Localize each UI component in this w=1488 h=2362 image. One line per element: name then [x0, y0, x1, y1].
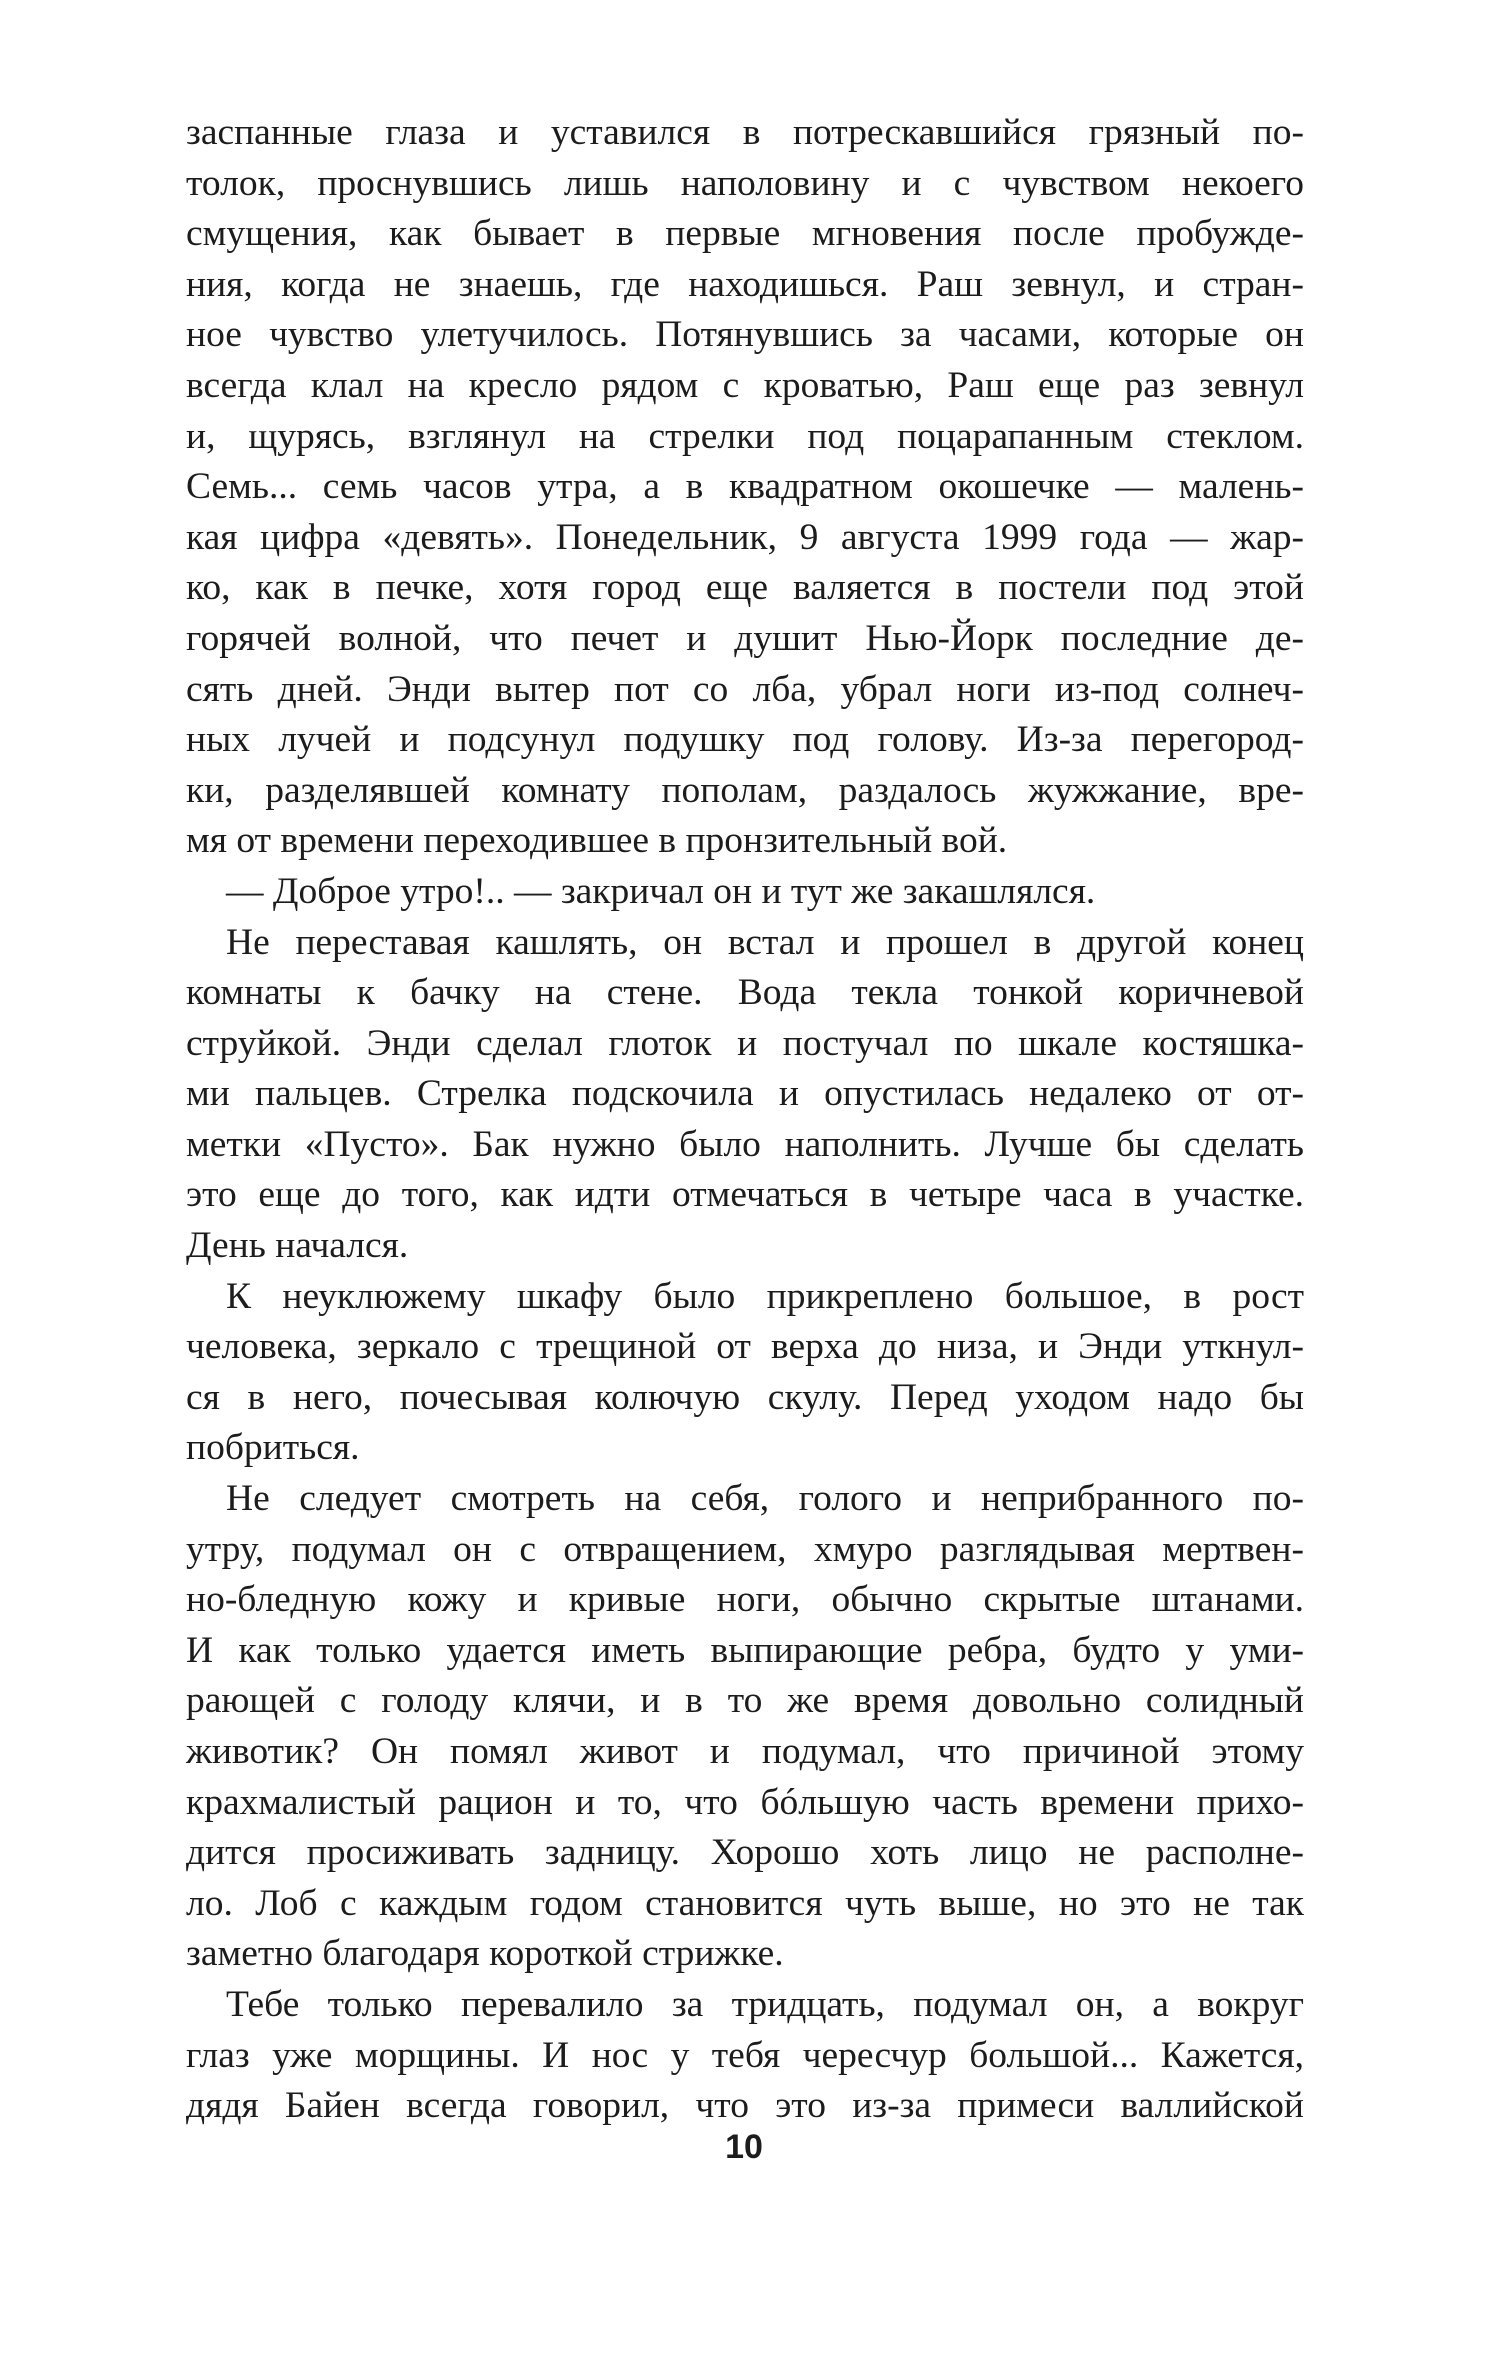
text-line: ных лучей и подсунул подушку под голову. Из-за перегород- — [186, 719, 1304, 761]
text-line: сять дней. Энди вытер пот со лба, убрал ноги из-под солнеч- — [186, 668, 1304, 710]
text-line: дится просиживать задницу. Хорошо хоть лицо не располне- — [186, 1832, 1304, 1874]
text-line: ки, разделявшей комнату пополам, раздалось жужжание, вре- — [186, 769, 1304, 811]
text-line: К неуклюжему шкафу было прикреплено большое, в рост — [226, 1275, 1304, 1317]
text-line: ния, когда не знаешь, где находишься. Раш зевнул, и стран- — [186, 263, 1304, 305]
text-line: животик? Он помял живот и подумал, что причиной этому — [186, 1731, 1304, 1772]
text-line: заспанные глаза и уставился в потрескавшийся грязный по- — [186, 112, 1304, 153]
text-line: ся в него, почесывая колючую скулу. Перед уходом надо бы — [186, 1376, 1304, 1418]
text-line: всегда клал на кресло рядом с кроватью, Раш еще раз зевнул — [186, 364, 1304, 406]
text-line: кая цифра «девять». Понедельник, 9 августа 1999 года — жар- — [186, 516, 1304, 558]
text-line: струйкой. Энди сделал глоток и постучал по шкале костяшка- — [186, 1022, 1304, 1064]
text-line: И как только удается иметь выпирающие ребра, будто у уми- — [186, 1629, 1304, 1671]
text-line: мя от времени переходившее в пронзительный вой. — [186, 820, 1008, 862]
text-line: комнаты к бачку на стене. Вода текла тонкой коричневой — [186, 972, 1304, 1014]
body-text — [186, 108, 1304, 2132]
text-line: ми пальцев. Стрелка подскочила и опустилась недалеко от от- — [186, 1073, 1304, 1115]
text-line: крахмалистый рацион и то, что бóльшую часть времени прихо- — [186, 1781, 1304, 1823]
text-line: и, щурясь, взглянул на стрелки под поцарапанным стеклом. — [186, 415, 1304, 457]
text-line: ло. Лоб с каждым годом становится чуть выше, но это не так — [186, 1882, 1304, 1924]
text-line: но-бледную кожу и кривые ноги, обычно скрытые штанами. — [186, 1579, 1304, 1621]
text-line: — Доброе утро!.. — закричал он и тут же закашлялся. — [226, 870, 1096, 912]
text-line: горячей волной, что печет и душит Нью-Йорк последние де- — [186, 617, 1304, 659]
text-line: человека, зеркало с трещиной от верха до низа, и Энди уткнул- — [186, 1326, 1304, 1368]
text-line: рающей с голоду клячи, и в то же время довольно солидный — [186, 1680, 1304, 1722]
text-line: ко, как в печке, хотя город еще валяется в постели под этой — [186, 567, 1304, 609]
text-line: ное чувство улетучилось. Потянувшись за часами, которые он — [186, 314, 1304, 356]
text-line: смущения, как бывает в первые мгновения после пробужде- — [186, 213, 1304, 255]
text-line: Семь... семь часов утра, а в квадратном окошечке — малень- — [186, 466, 1304, 508]
text-line: метки «Пусто». Бак нужно было наполнить. Лучше бы сделать — [186, 1123, 1304, 1165]
text-line: глаз уже морщины. И нос у тебя чересчур большой... Кажется, — [186, 2034, 1304, 2076]
text-line: дядя Байен всегда говорил, что это из-за примеси валлийской — [186, 2085, 1304, 2127]
text-line: День начался. — [186, 1225, 409, 1267]
page-number: 10 — [725, 2128, 763, 2166]
text-line: Не переставая кашлять, он встал и прошел в другой конец — [226, 921, 1304, 963]
text-line: побриться. — [186, 1427, 360, 1469]
text-line: это еще до того, как идти отмечаться в четыре часа в участке. — [186, 1174, 1304, 1216]
text-line: Не следует смотреть на себя, голого и неприбранного по- — [226, 1478, 1304, 1520]
text-line: заметно благодаря короткой стрижке. — [186, 1933, 784, 1975]
text-line: Тебе только перевалило за тридцать, подумал он, а вокруг — [226, 1983, 1304, 2025]
text-line: толок, проснувшись лишь наполовину и с чувством некоего — [186, 162, 1304, 204]
text-line: утру, подумал он с отвращением, хмуро разглядывая мертвен- — [186, 1528, 1304, 1570]
